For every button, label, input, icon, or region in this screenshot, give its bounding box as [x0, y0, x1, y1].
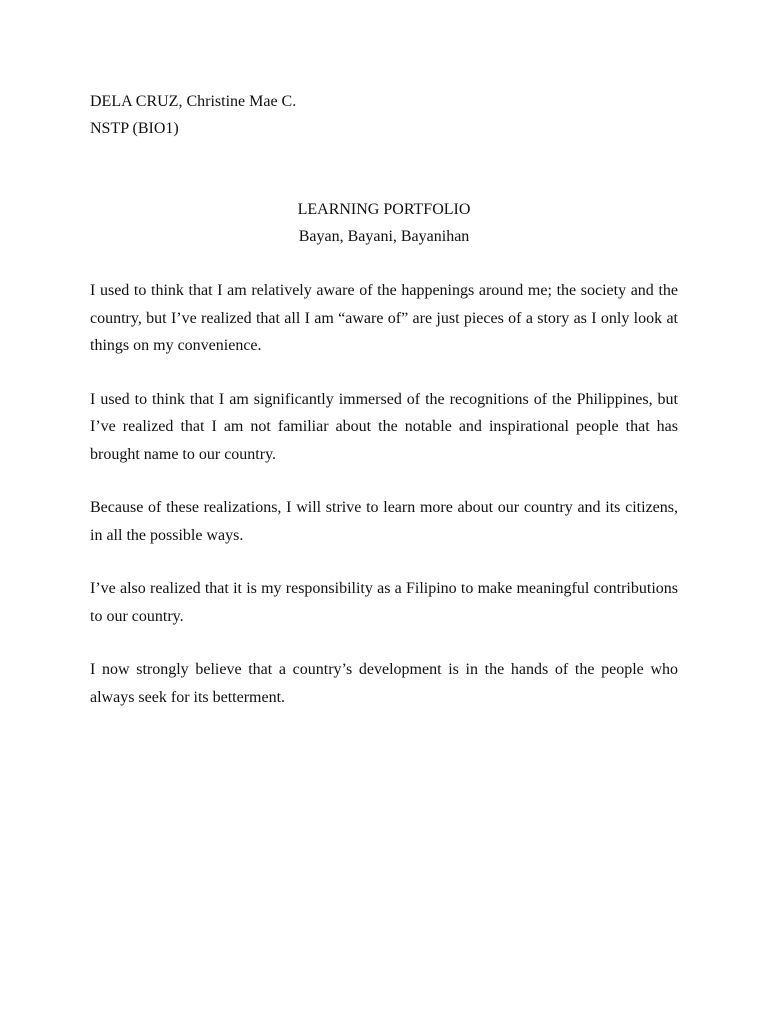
title-block: [90, 196, 678, 250]
document-page: [90, 88, 678, 711]
course-code: NSTP (BIO1): [90, 120, 179, 137]
paragraph-1: I used to think that I am relatively aware of the happenings around me; the society and the country, but I’ve realized that all I am “aware of” are just pieces of a story as I only look at things on my convenience.: [90, 282, 678, 354]
document-title: LEARNING PORTFOLIO: [297, 201, 471, 218]
paragraph-2: I used to think that I am significantly immersed of the recognitions of the Philippines, but I’ve realized that I am not familiar about the notable and inspirational people that has brought name to our country.: [90, 390, 678, 463]
paragraph-3: Because of these realizations, I will strive to learn more about our country and its citizens, in all the possible ways.: [90, 499, 678, 544]
document-subtitle: Bayan, Bayani, Bayanihan: [298, 228, 470, 245]
paragraph-5: I now strongly believe that a country’s development is in the hands of the people who always seek for its betterment.: [90, 661, 678, 706]
student-name: DELA CRUZ, Christine Mae C.: [90, 93, 297, 110]
paragraph-4: I’ve also realized that it is my responsibility as a Filipino to make meaningful contributions to our country.: [90, 580, 678, 625]
